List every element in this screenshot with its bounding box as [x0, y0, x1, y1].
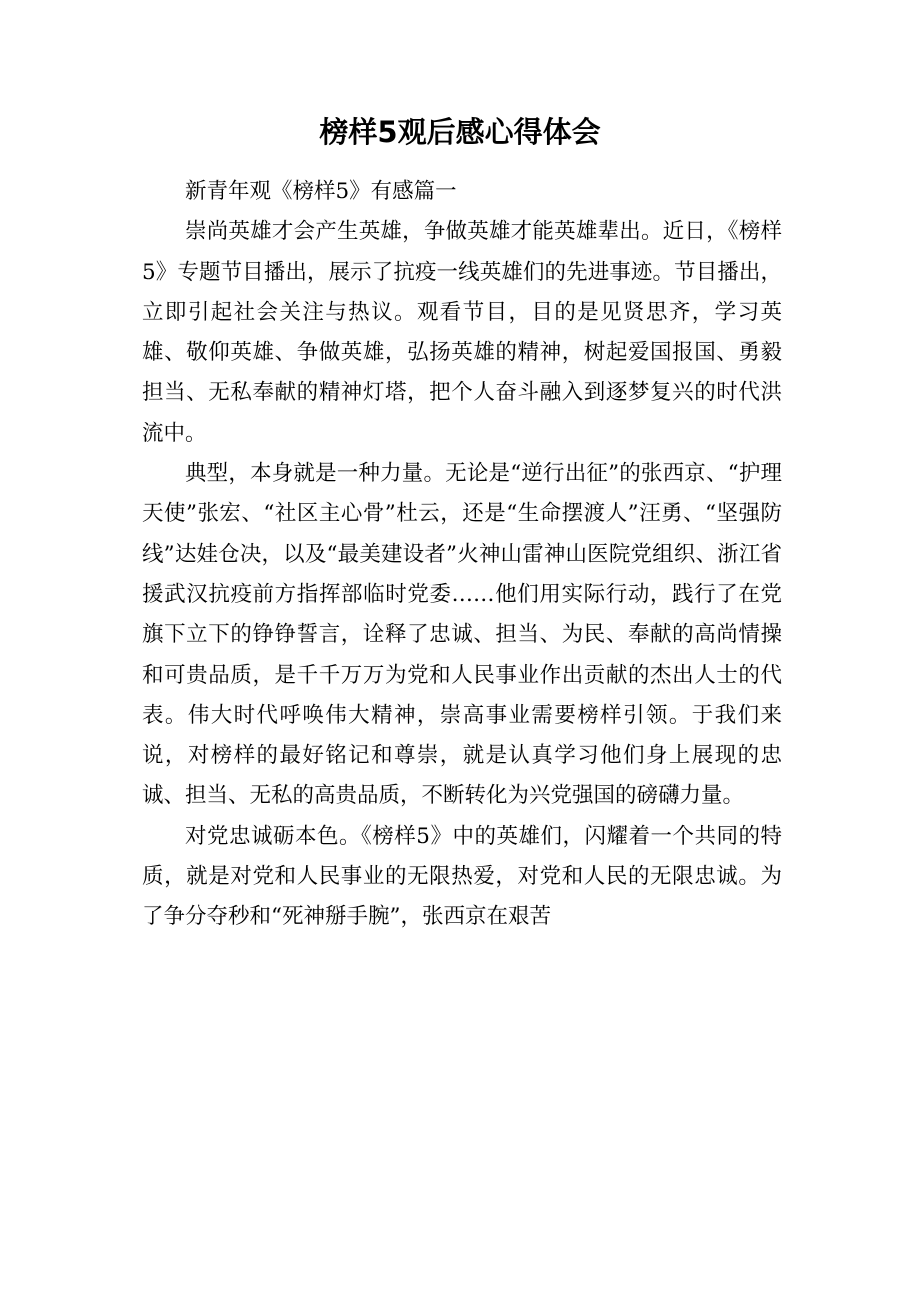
paragraph-3: 对党忠诚砺本色。《榜样5》中的英雄们，闪耀着一个共同的特质，就是对党和人民事业的无限热爱，对党和人民的无限忠诚。为了争分夺秒和“死神掰手腕”，张西京在艰苦 [142, 823, 782, 930]
document-body [142, 172, 782, 938]
document-title: 榜样5观后感心得体会 [319, 115, 601, 149]
document-subtitle: 新青年观《榜样5》有感篇一 [185, 179, 457, 204]
paragraph-1: 崇尚英雄才会产生英雄，争做英雄才能英雄辈出。近日，《榜样5》专题节目播出，展示了抗疫一线英雄们的先进事迹。节目播出，立即引起社会关注与热议。观看节目，目的是见贤思齐，学习英雄、敬仰英雄、争做英雄，弘扬英雄的精神，树起爱国报国、勇毅担当、无私奉献的精神灯塔，把个人奋斗融入到逐梦复兴的时代洪流中。 [142, 219, 782, 446]
paragraph-2: 典型，本身就是一种力量。无论是“逆行出征”的张西京、“护理天使”张宏、“社区主心骨”杜云，还是“生命摆渡人”汪勇、“坚强防线”达娃仓决，以及“最美建设者”火神山雷神山医院党组织、浙江省援武汉抗疫前方指挥部临时党委……他们用实际行动，践行了在党旗下立下的铮铮誓言，诠释了忠诚、担当、为民、奉献的高尚情操和可贵品质，是千千万万为党和人民事业作出贡献的杰出人士的代表。伟大时代呼唤伟大精神，崇高事业需要榜样引领。于我们来说，对榜样的最好铭记和尊崇，就是认真学习他们身上展现的忠诚、担当、无私的高贵品质，不断转化为兴党强国的磅礴力量。 [142, 461, 782, 809]
